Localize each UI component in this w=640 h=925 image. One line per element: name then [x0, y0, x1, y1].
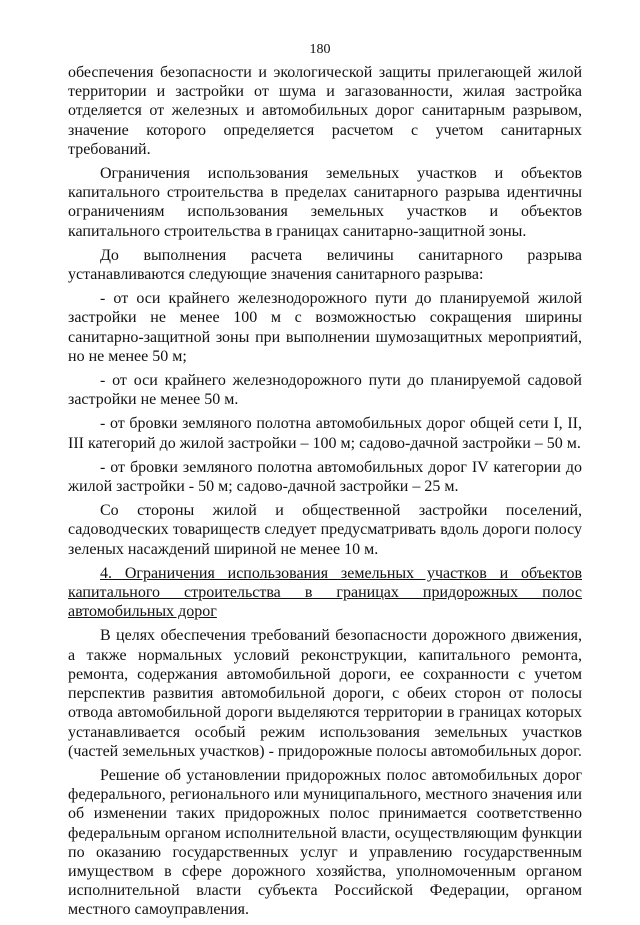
section-heading: 4. Ограничения использования земельных участков и объектов капитального строительства в границах придорожных полос автомобильных дорог: [68, 564, 582, 621]
paragraph-restrictions: Ограничения использования земельных участков и объектов капитального строительства в пределах санитарного разрыва идентичны ограничениям использования земельных участков и объектов капитального строительства в границах санитарно-защитной зоны.: [68, 165, 582, 240]
paragraph-continuation: обеспечения безопасности и экологической защиты прилегающей жилой территории и застройки от шума и загазованности, жилая застройка отделяется от железных и автомобильных дорог санитарным разрывом, значение которого определяется расчетом с учетом санитарных требований.: [68, 64, 582, 158]
paragraph-decision: Решение об установлении придорожных полос автомобильных дорог федерального, регионального или муниципального, местного значения или об изменении таких придорожных полос принимается соответственно федеральным органом исполнительной власти, осуществляющим функции по оказанию государственных услуг и управлению государственным имуществом в сфере дорожного хозяйства, уполномоченным органом исполнительной власти субъекта Российской Федерации, органом местного самоуправления.: [68, 766, 582, 919]
list-item-railway-garden: - от оси крайнего железнодорожного пути до планируемой садовой застройки не менее 50 м.: [68, 372, 582, 409]
list-item-road-i-iii: - от бровки земляного полотна автомобильных дорог общей сети I, II, III категорий до жилой застройки – 100 м; садово-дачной застройки – 50 м.: [68, 415, 582, 452]
paragraph-green-belt: Со стороны жилой и общественной застройки поселений, садоводческих товариществ следует предусматривать вдоль дороги полосу зеленых насаждений шириной не менее 10 м.: [68, 502, 582, 558]
paragraph-calculation: До выполнения расчета величины санитарного разрыва устанавливаются следующие значения санитарного разрыва:: [68, 246, 582, 284]
list-item-railway-residential: - от оси крайнего железнодорожного пути до планируемой жилой застройки не менее 100 м с возможностью сокращения ширины санитарно-защитной зоны при выполнении шумозащитных мероприятий, но не менее 50 м;: [68, 290, 582, 365]
page-number: 180: [309, 42, 331, 57]
paragraph-road-safety: В целях обеспечения требований безопасности дорожного движения, а также нормальных условий реконструкции, капитального ремонта, ремонта, содержания автомобильной дороги, ее сохранности с учетом перспектив развития автомобильной дороги, с обеих сторон от полосы отвода автомобильной дороги выделяются территории в границах которых устанавливается особый режим использования земельных участков (частей земельных участков) - придорожные полосы автомобильных дорог.: [68, 627, 582, 760]
document-body: [68, 63, 582, 925]
list-item-road-iv: - от бровки земляного полотна автомобильных дорог IV категории до жилой застройки - 50 м; садово-дачной застройки – 25 м.: [68, 458, 582, 496]
